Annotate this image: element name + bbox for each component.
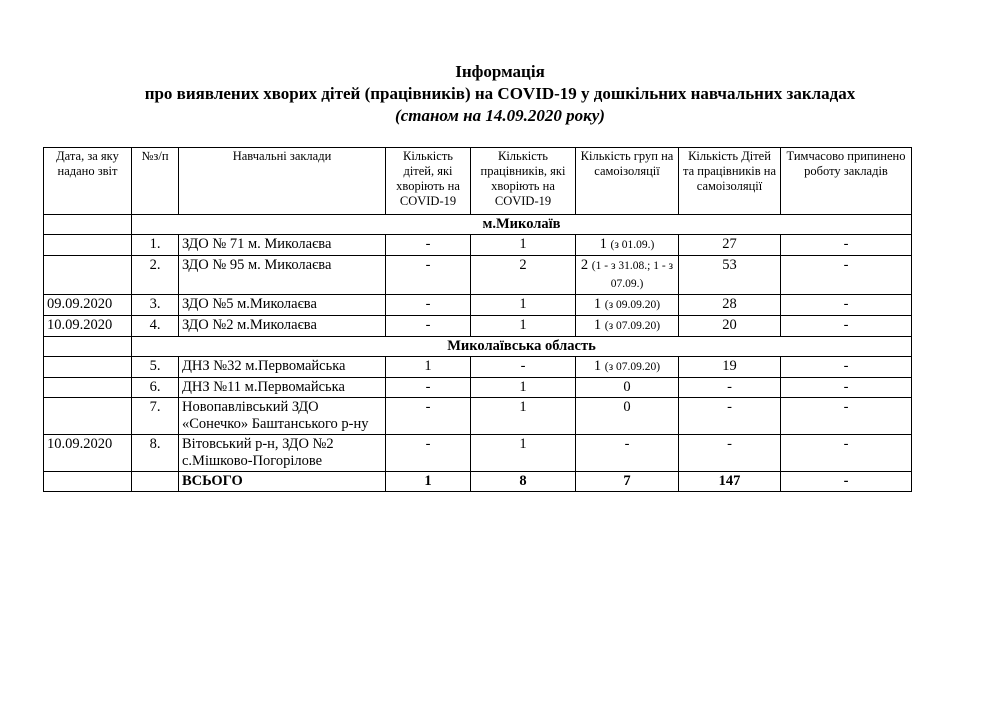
table-row xyxy=(44,435,912,472)
cell-closed: - xyxy=(781,378,912,398)
cell-institution: ЗДО №2 м.Миколаєва xyxy=(179,316,386,337)
cell-children: - xyxy=(386,435,471,472)
cell-staff: 1 xyxy=(471,435,576,472)
cell-closed: - xyxy=(781,398,912,435)
table-row xyxy=(44,398,912,435)
cell-closed: - xyxy=(781,256,912,295)
header-num: №з/п xyxy=(132,148,179,215)
region-label: м.Миколаїв xyxy=(132,215,912,235)
cell-children: - xyxy=(386,378,471,398)
cell-date: 09.09.2020 xyxy=(44,295,132,316)
covid-table xyxy=(43,147,912,492)
groups-note: (з 09.09.20) xyxy=(604,299,661,311)
region-row xyxy=(44,215,912,235)
header-staff: Кількість працівників, які хворіють на COVID-19 xyxy=(471,148,576,215)
cell-date xyxy=(44,378,132,398)
header-isolated: Кількість Дітей та працівників на самоізоляції xyxy=(679,148,781,215)
cell-staff: 1 xyxy=(471,316,576,337)
header-row xyxy=(44,148,912,215)
cell-institution: ДНЗ №11 м.Первомайська xyxy=(179,378,386,398)
table-cell xyxy=(44,215,132,235)
cell-num: 2. xyxy=(132,256,179,295)
cell-num: 4. xyxy=(132,316,179,337)
cell-groups xyxy=(576,235,679,256)
cell-institution: Вітовський р-н, ЗДО №2 с.Мішково-Погорілове xyxy=(179,435,386,472)
groups-count: 1 xyxy=(599,236,607,252)
total-closed: - xyxy=(781,472,912,492)
cell-isolated: - xyxy=(679,435,781,472)
cell-groups: 0 xyxy=(576,378,679,398)
cell-isolated: 28 xyxy=(679,295,781,316)
table-cell xyxy=(44,472,132,492)
cell-staff: - xyxy=(471,357,576,378)
cell-institution: ЗДО № 71 м. Миколаєва xyxy=(179,235,386,256)
cell-staff: 2 xyxy=(471,256,576,295)
cell-staff: 1 xyxy=(471,235,576,256)
cell-closed: - xyxy=(781,235,912,256)
cell-date xyxy=(44,235,132,256)
total-staff: 8 xyxy=(471,472,576,492)
table-row xyxy=(44,378,912,398)
groups-note: (з 01.09.) xyxy=(610,239,655,251)
cell-num: 6. xyxy=(132,378,179,398)
cell-children: - xyxy=(386,316,471,337)
cell-institution: Новопавлівський ЗДО «Сонечко» Баштанського р-ну xyxy=(179,398,386,435)
header-closed: Тимчасово припинено роботу закладів xyxy=(781,148,912,215)
cell-isolated: - xyxy=(679,398,781,435)
cell-closed: - xyxy=(781,316,912,337)
total-row xyxy=(44,472,912,492)
groups-count: 1 xyxy=(593,358,602,374)
cell-num: 8. xyxy=(132,435,179,472)
region-label: Миколаївська область xyxy=(132,337,912,357)
cell-num: 1. xyxy=(132,235,179,256)
cell-groups xyxy=(576,316,679,337)
cell-isolated: 53 xyxy=(679,256,781,295)
doc-title: Інформація xyxy=(455,62,545,81)
table-cell xyxy=(132,472,179,492)
cell-date: 10.09.2020 xyxy=(44,316,132,337)
cell-institution: ЗДО № 95 м. Миколаєва xyxy=(179,256,386,295)
cell-groups: 0 xyxy=(576,398,679,435)
cell-institution: ДНЗ №32 м.Первомайська xyxy=(179,357,386,378)
table-row xyxy=(44,256,912,295)
groups-count: 1 xyxy=(593,296,602,312)
table-row xyxy=(44,357,912,378)
groups-note: (1 - з 31.08.; 1 - з 07.09.) xyxy=(591,260,674,290)
cell-children: 1 xyxy=(386,357,471,378)
doc-subtitle: про виявлених хворих дітей (працівників) на COVID-19 у дошкільних навчальних закладах xyxy=(144,84,856,103)
total-isolated: 147 xyxy=(679,472,781,492)
header-children: Кількість дітей, які хворіють на COVID-19 xyxy=(386,148,471,215)
cell-institution: ЗДО №5 м.Миколаєва xyxy=(179,295,386,316)
cell-groups xyxy=(576,357,679,378)
cell-groups xyxy=(576,295,679,316)
groups-note: (з 07.09.20) xyxy=(604,320,661,332)
cell-date xyxy=(44,357,132,378)
cell-staff: 1 xyxy=(471,398,576,435)
cell-staff: 1 xyxy=(471,295,576,316)
cell-num: 7. xyxy=(132,398,179,435)
cell-closed: - xyxy=(781,295,912,316)
cell-groups xyxy=(576,256,679,295)
table-row xyxy=(44,316,912,337)
doc-date-line: (станом на 14.09.2020 року) xyxy=(395,106,605,125)
total-children: 1 xyxy=(386,472,471,492)
header-groups: Кількість груп на самоізоляції xyxy=(576,148,679,215)
header-date: Дата, за яку надано звіт xyxy=(44,148,132,215)
total-groups: 7 xyxy=(576,472,679,492)
cell-staff: 1 xyxy=(471,378,576,398)
groups-note: (з 07.09.20) xyxy=(604,361,661,373)
cell-num: 3. xyxy=(132,295,179,316)
cell-children: - xyxy=(386,235,471,256)
cell-groups: - xyxy=(576,435,679,472)
table-cell xyxy=(44,337,132,357)
cell-closed: - xyxy=(781,357,912,378)
cell-isolated: 20 xyxy=(679,316,781,337)
groups-count: 2 xyxy=(580,257,589,273)
cell-isolated: 19 xyxy=(679,357,781,378)
table-row xyxy=(44,235,912,256)
cell-isolated: - xyxy=(679,378,781,398)
groups-count: 1 xyxy=(593,317,602,333)
cell-children: - xyxy=(386,295,471,316)
cell-closed: - xyxy=(781,435,912,472)
cell-num: 5. xyxy=(132,357,179,378)
cell-date xyxy=(44,398,132,435)
cell-date xyxy=(44,256,132,295)
total-label: ВСЬОГО xyxy=(179,472,386,492)
cell-isolated: 27 xyxy=(679,235,781,256)
cell-children: - xyxy=(386,256,471,295)
cell-date: 10.09.2020 xyxy=(44,435,132,472)
table-row xyxy=(44,295,912,316)
cell-children: - xyxy=(386,398,471,435)
header-institution: Навчальні заклади xyxy=(179,148,386,215)
region-row xyxy=(44,337,912,357)
